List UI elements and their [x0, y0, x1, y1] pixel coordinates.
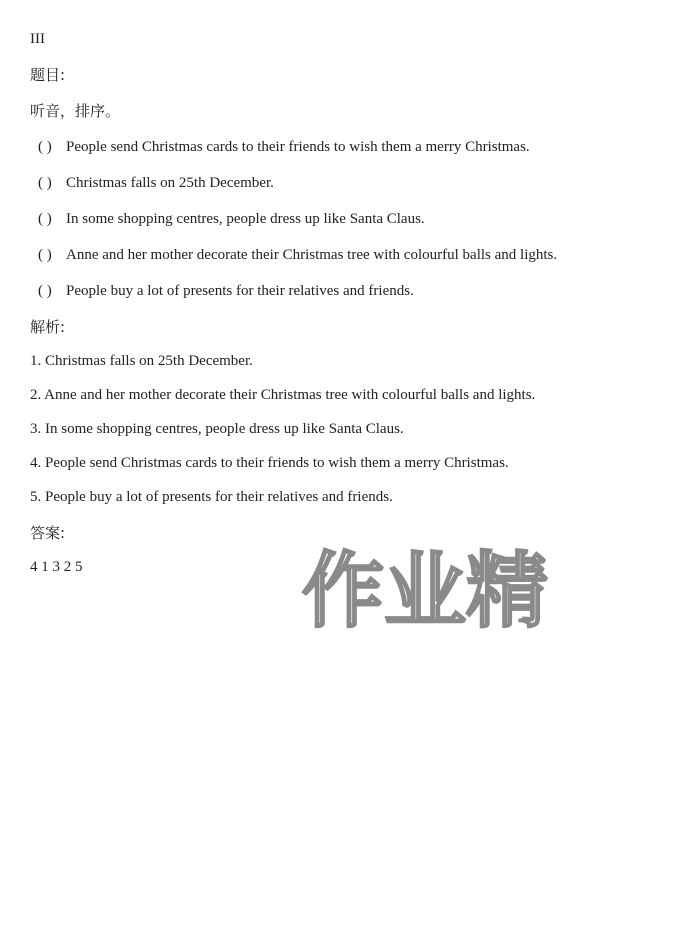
answer-blank: ( ) — [38, 283, 52, 299]
answer-blank: ( ) — [38, 175, 52, 191]
watermark-text: 作业精 — [302, 544, 549, 635]
analysis-label: 解析: — [30, 318, 66, 336]
list-item — [38, 281, 414, 301]
analysis-line: 1. Christmas falls on 25th December. — [30, 353, 253, 369]
list-item — [38, 245, 557, 265]
analysis-line: 2. Anne and her mother decorate their Christmas tree with colourful balls and lights. — [30, 387, 536, 403]
watermark-logo — [300, 535, 690, 635]
item-text: Christmas falls on 25th December. — [66, 175, 274, 191]
section-number: III — [30, 31, 45, 47]
list-item — [38, 137, 530, 157]
answer-blank: ( ) — [38, 211, 52, 227]
watermark-fragment — [322, 0, 352, 10]
analysis-line: 4. People send Christmas cards to their friends to wish them a merry Christmas. — [30, 455, 509, 471]
analysis-line: 5. People buy a lot of presents for their relatives and friends. — [30, 489, 393, 505]
answer-blank: ( ) — [38, 247, 52, 263]
question-instruction: 听音，排序。 — [30, 102, 121, 120]
answer-label: 答案: — [30, 524, 66, 542]
question-label: 题目: — [30, 66, 66, 84]
analysis-line: 3. In some shopping centres, people dress up like Santa Claus. — [30, 421, 404, 437]
answer-value: 4 1 3 2 5 — [30, 559, 83, 575]
item-text: In some shopping centres, people dress up like Santa Claus. — [66, 211, 425, 227]
answer-blank: ( ) — [38, 139, 52, 155]
item-text: People send Christmas cards to their friends to wish them a merry Christmas. — [66, 139, 530, 155]
list-item — [38, 209, 425, 229]
item-text: Anne and her mother decorate their Christmas tree with colourful balls and lights. — [66, 247, 558, 263]
list-item — [38, 173, 274, 193]
item-text: People buy a lot of presents for their relatives and friends. — [66, 283, 414, 299]
